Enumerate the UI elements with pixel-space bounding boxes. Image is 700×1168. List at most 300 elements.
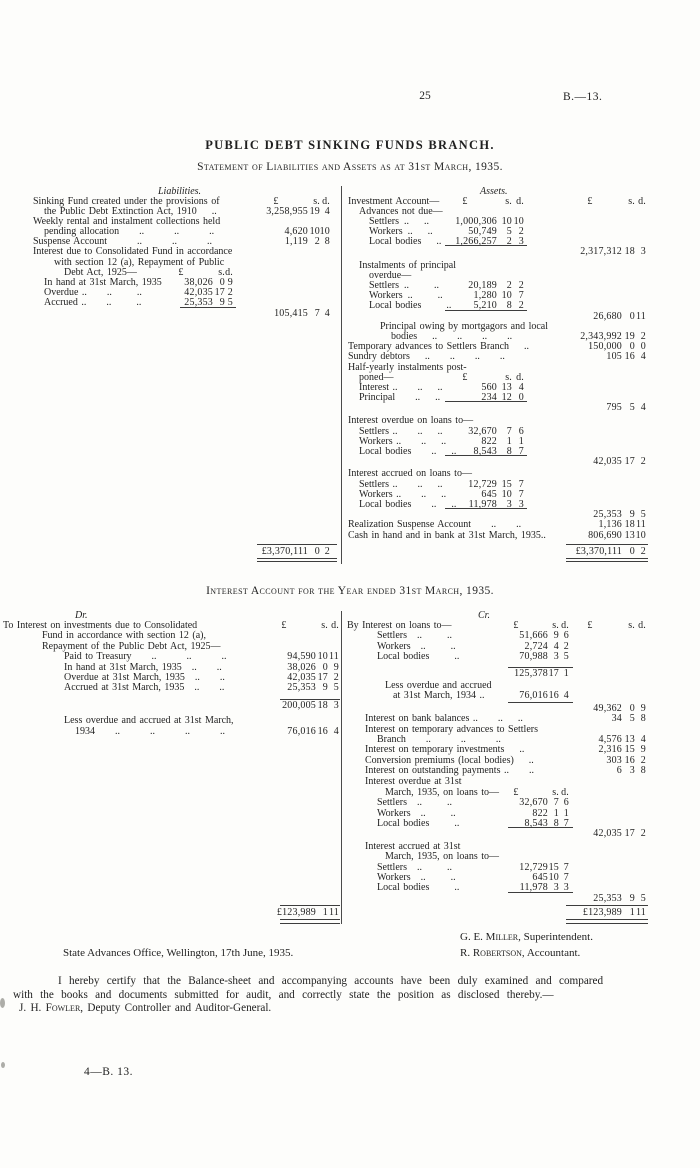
amount-shillings: 19 bbox=[624, 330, 635, 342]
subtotal-rule bbox=[508, 667, 573, 668]
amount-shillings: 16 bbox=[624, 351, 635, 363]
doc-reference: B.—13. bbox=[563, 91, 603, 103]
amount-pence: 7 bbox=[518, 290, 524, 302]
ledger-label: Fund in accordance with section 12 (a), bbox=[42, 630, 207, 642]
subtotal-rule bbox=[445, 508, 527, 509]
total-double-rule bbox=[566, 919, 648, 924]
ledger-label: Settlers .. .. bbox=[377, 861, 452, 873]
ledger-line bbox=[345, 652, 695, 662]
amount-pounds: 560 bbox=[481, 381, 497, 393]
amount-pence: 3 bbox=[333, 699, 339, 711]
amount-pence: 8 bbox=[640, 765, 646, 777]
amount-pounds: 303 bbox=[606, 754, 622, 766]
office-dateline: State Advances Office, Wellington, 17th June, 1935. bbox=[63, 947, 294, 959]
subtotal-rule bbox=[508, 827, 573, 828]
amount-pence: 8 bbox=[640, 713, 646, 725]
amount-pence: 2 bbox=[518, 280, 524, 291]
amount-pounds: 51,666 bbox=[519, 630, 548, 642]
ledger-label: Local bodies .. bbox=[377, 882, 460, 894]
subtotal-rule bbox=[445, 455, 527, 456]
ledger-lines bbox=[3, 620, 340, 918]
subtotal-rule bbox=[445, 245, 527, 246]
ledger-label: pending allocation .. .. .. bbox=[44, 226, 215, 238]
amount-pounds: 8,543 bbox=[524, 818, 548, 830]
section-heading: Liabilities. bbox=[158, 186, 202, 197]
ledger-line bbox=[3, 683, 340, 693]
currency-header: d. bbox=[331, 620, 339, 631]
amount-shillings: 15 bbox=[501, 478, 512, 490]
ledger-label: 1934 .. .. .. .. bbox=[75, 725, 225, 737]
section-heading: Cr. bbox=[478, 610, 490, 621]
amount-pounds: 34 bbox=[611, 713, 622, 725]
subtotal-rule bbox=[566, 544, 648, 545]
amount-pounds: 150,000 bbox=[588, 341, 622, 353]
amount-pence: 7 bbox=[518, 488, 524, 500]
amount-pounds: 2,724 bbox=[524, 640, 548, 652]
ledger-label: Interest accrued on loans to— bbox=[348, 468, 472, 480]
amount-pence: 3 bbox=[518, 236, 524, 248]
ledger-label: Less overdue and accrued bbox=[385, 679, 492, 691]
ledger-line bbox=[345, 247, 695, 257]
amount-pounds: 25,353 bbox=[287, 682, 316, 694]
amount-pence: 0 bbox=[518, 392, 524, 404]
page-title: PUBLIC DEBT SINKING FUNDS BRANCH. bbox=[205, 138, 495, 152]
ledger-label: Workers .. .. bbox=[377, 640, 456, 652]
amount-shillings: 1 bbox=[553, 807, 559, 819]
amount-pounds: 11,978 bbox=[519, 882, 548, 894]
amount-pence: 2 bbox=[563, 640, 569, 652]
ledger-label: at 31st March, 1934 .. bbox=[393, 690, 485, 702]
ledger-label: Local bodies .. .. bbox=[359, 498, 457, 510]
amount-pence: 5 bbox=[227, 297, 233, 309]
amount-pence: 9 bbox=[640, 744, 646, 756]
amount-pounds: 200,005 bbox=[282, 699, 316, 711]
amount-pence: 3 bbox=[518, 498, 524, 510]
section-heading: Dr. bbox=[75, 610, 88, 621]
total-row bbox=[345, 908, 695, 918]
subtotal-rule bbox=[180, 307, 236, 308]
ledger-label: Workers .. .. bbox=[369, 290, 443, 302]
ledger-label: Instalments of principal bbox=[359, 259, 456, 271]
ledger-label: Half-yearly instalments post- bbox=[348, 361, 467, 373]
total-double-rule bbox=[280, 919, 340, 924]
ledger-label: Settlers .. .. .. bbox=[359, 478, 443, 490]
amount-pence: 1 bbox=[563, 667, 569, 679]
ledger-label: Interest .. .. .. bbox=[359, 381, 443, 393]
currency-header: £ bbox=[281, 620, 287, 631]
amount-pence: 2 bbox=[518, 300, 524, 312]
amount-pounds: 38,026 bbox=[184, 277, 213, 288]
amount-pounds: 125,378 bbox=[514, 667, 548, 679]
ledger-line bbox=[345, 669, 695, 679]
total-double-rule bbox=[566, 558, 648, 563]
ledger-label: Settlers .. .. bbox=[377, 630, 452, 642]
amount-shillings: 10 bbox=[309, 226, 320, 238]
amount-shillings: 0 bbox=[629, 341, 635, 353]
ledger-label: Interest on temporary investments .. bbox=[365, 744, 525, 756]
amount-pence: 2 bbox=[640, 330, 646, 342]
amount-shillings: 2 bbox=[506, 280, 512, 291]
amount-pence: 2 bbox=[640, 545, 646, 557]
amount-pence: 2 bbox=[640, 456, 646, 468]
amount-pence: 0 bbox=[640, 341, 646, 353]
amount-pounds: 38,026 bbox=[287, 661, 316, 673]
amount-pounds: £3,370,111 bbox=[261, 545, 308, 557]
amount-pence: 4 bbox=[640, 351, 646, 363]
interest-account-divider bbox=[341, 611, 342, 924]
amount-shillings: 0 bbox=[322, 661, 328, 673]
ledger-label: Suspense Account .. .. .. bbox=[33, 236, 213, 248]
amount-shillings: 10 bbox=[317, 651, 328, 663]
amount-pounds: 1,136 bbox=[598, 519, 622, 531]
cr-column bbox=[345, 610, 695, 922]
ink-speck bbox=[0, 998, 5, 1008]
amount-shillings: 17 bbox=[317, 671, 328, 683]
ledger-line bbox=[345, 520, 695, 530]
currency-header: s. bbox=[313, 195, 320, 207]
ledger-line bbox=[345, 829, 695, 839]
amount-pence: 7 bbox=[518, 446, 524, 457]
amount-shillings: 0 bbox=[219, 277, 225, 288]
interest-account-title: Interest Account for the Year ended 31st March, 1935. bbox=[206, 585, 494, 597]
amount-shillings: 18 bbox=[624, 246, 635, 258]
amount-pounds: 234 bbox=[481, 392, 497, 404]
amount-pounds: £3,370,111 bbox=[575, 545, 622, 557]
ledger-label: Sinking Fund created under the provisions of bbox=[33, 195, 220, 207]
ledger-label: Interest on bank balances .. .. .. bbox=[365, 713, 523, 725]
ledger-label: Principal owing by mortgagors and local bbox=[380, 320, 549, 332]
ledger-label: Overdue .. .. .. bbox=[44, 287, 142, 299]
amount-pence: 1 bbox=[518, 435, 524, 447]
amount-pence: 6 bbox=[563, 797, 569, 809]
signature-superintendent bbox=[460, 931, 593, 943]
certification-line-3 bbox=[19, 1002, 271, 1014]
amount-pence: 10 bbox=[513, 215, 524, 227]
amount-pence: 4 bbox=[518, 381, 524, 393]
ledger-label: Settlers .. .. bbox=[369, 215, 429, 227]
currency-header: £ bbox=[513, 786, 519, 798]
amount-pence: 3 bbox=[563, 882, 569, 894]
amount-shillings: 1 bbox=[506, 435, 512, 447]
amount-shillings: 0 bbox=[629, 702, 635, 714]
amount-pounds: 806,690 bbox=[588, 529, 622, 541]
accountant-role: Accountant. bbox=[526, 947, 581, 959]
ledger-label: Workers .. .. bbox=[377, 871, 456, 883]
amount-pounds: 4,576 bbox=[598, 733, 622, 745]
subtotal-rule bbox=[566, 905, 648, 906]
amount-shillings: 7 bbox=[314, 307, 320, 319]
amount-pounds: 1,119 bbox=[284, 236, 308, 248]
ledger-label: Less overdue and accrued at 31st March, bbox=[64, 715, 234, 727]
amount-pounds: 822 bbox=[481, 435, 497, 447]
amount-pence: 2 bbox=[640, 828, 646, 840]
ledger-label: To Interest on investments due to Consolidated bbox=[3, 620, 198, 631]
amount-pence: 11 bbox=[328, 907, 339, 918]
ledger-label: Weekly rental and instalment collections held bbox=[33, 215, 221, 227]
amount-pence: 4 bbox=[324, 205, 330, 217]
ledger-label: Workers .. .. .. bbox=[359, 488, 447, 500]
ledger-lines bbox=[345, 620, 695, 918]
amount-pounds: 1,280 bbox=[473, 290, 497, 302]
certification-line-1: I hereby certify that the Balance-sheet and accompanying accounts have been duly examined and compared bbox=[58, 975, 604, 987]
ledger-lines bbox=[345, 195, 695, 557]
ledger-label: Workers .. .. bbox=[369, 226, 433, 238]
amount-shillings: 1 bbox=[322, 907, 328, 918]
amount-shillings: 16 bbox=[548, 690, 559, 702]
amount-pounds: £123,989 bbox=[276, 907, 316, 918]
ledger-label: Local bodies .. bbox=[369, 236, 442, 248]
amount-pence: 9 bbox=[640, 702, 646, 714]
amount-pounds: 4,620 bbox=[284, 226, 308, 238]
amount-shillings: 15 bbox=[548, 861, 559, 873]
ledger-label: with section 12 (a), Repayment of Public bbox=[54, 256, 225, 268]
amount-pence: 5 bbox=[333, 682, 339, 694]
ledger-line bbox=[345, 766, 695, 776]
ledger-label: Local bodies .. .. bbox=[359, 446, 457, 457]
ledger-label: Settlers .. .. bbox=[377, 797, 452, 809]
amount-shillings: 2 bbox=[314, 236, 320, 248]
ledger-line bbox=[3, 716, 340, 726]
amount-pounds: 20,189 bbox=[468, 280, 497, 291]
amount-pence: 7 bbox=[563, 871, 569, 883]
ledger-line bbox=[3, 727, 340, 737]
ledger-label: Workers .. .. .. bbox=[359, 435, 447, 447]
amount-shillings: 5 bbox=[629, 402, 635, 414]
amount-shillings: 18 bbox=[624, 519, 635, 531]
ledger-line bbox=[3, 701, 340, 711]
currency-header: d. bbox=[225, 266, 233, 278]
amount-pence: 4 bbox=[563, 690, 569, 702]
amount-shillings: 13 bbox=[624, 529, 635, 541]
ledger-line bbox=[345, 352, 695, 362]
ledger-line bbox=[345, 691, 695, 701]
ledger-line bbox=[345, 457, 695, 467]
amount-pounds: 822 bbox=[532, 807, 548, 819]
amount-shillings: 13 bbox=[624, 733, 635, 745]
subtotal-rule bbox=[257, 544, 337, 545]
amount-shillings: 10 bbox=[501, 290, 512, 302]
amount-pence: 5 bbox=[563, 651, 569, 663]
ledger-label: poned— bbox=[359, 371, 394, 383]
total-row bbox=[3, 908, 340, 918]
amount-pounds: 26,680 bbox=[593, 310, 622, 322]
amount-pence: 9 bbox=[333, 661, 339, 673]
amount-shillings: 12 bbox=[501, 392, 512, 404]
amount-pence: 2 bbox=[518, 226, 524, 238]
amount-shillings: 4 bbox=[553, 640, 559, 652]
amount-pounds: 49,362 bbox=[593, 702, 622, 714]
amount-pounds: £123,989 bbox=[582, 907, 622, 918]
ledger-line bbox=[345, 403, 695, 413]
amount-shillings: 5 bbox=[506, 226, 512, 238]
amount-pence: 11 bbox=[328, 651, 339, 663]
amount-shillings: 0 bbox=[629, 545, 635, 557]
ledger-label: bodies .. .. .. .. bbox=[391, 330, 513, 342]
amount-pence: 7 bbox=[563, 861, 569, 873]
amount-pounds: 3,258,955 bbox=[266, 205, 308, 217]
certification-line-2: with the books and documents submitted for audit, and correctly state the position as disclosed thereby.— bbox=[13, 989, 554, 1001]
amount-pounds: 645 bbox=[481, 488, 497, 500]
ledger-label: Interest overdue on loans to— bbox=[348, 415, 474, 427]
imprint: 4—B. 13. bbox=[84, 1066, 134, 1078]
currency-header: s. bbox=[321, 620, 328, 631]
amount-pence: 7 bbox=[563, 818, 569, 830]
amount-pounds: 2,343,992 bbox=[580, 330, 622, 342]
ledger-label: In hand at 31st March, 1935 .. .. bbox=[64, 661, 222, 673]
total-row bbox=[28, 547, 341, 557]
ledger-label: Investment Account— bbox=[348, 195, 440, 207]
amount-shillings: 18 bbox=[317, 699, 328, 711]
ledger-label: Temporary advances to Settlers Branch .. bbox=[348, 341, 530, 353]
amount-shillings: 7 bbox=[553, 797, 559, 809]
subtotal-rule bbox=[445, 310, 527, 311]
currency-header: d. bbox=[516, 195, 524, 207]
accountant-name: R. Robertson, bbox=[460, 947, 525, 959]
ledger-label: Interest due to Consolidated Fund in accordance bbox=[33, 246, 233, 258]
ledger-lines bbox=[28, 195, 341, 557]
amount-pounds: 50,749 bbox=[468, 226, 497, 238]
amount-shillings: 9 bbox=[322, 682, 328, 694]
amount-pence: 7 bbox=[518, 478, 524, 490]
subtotal-rule bbox=[280, 905, 340, 906]
currency-header: £ bbox=[587, 195, 593, 207]
amount-pounds: 25,353 bbox=[593, 509, 622, 521]
amount-shillings: 3 bbox=[553, 651, 559, 663]
ledger-label: March, 1935, on loans to— bbox=[385, 851, 499, 863]
ledger-label: overdue— bbox=[369, 269, 412, 281]
amount-pounds: 2,316 bbox=[598, 744, 622, 756]
amount-pence: 4 bbox=[640, 402, 646, 414]
amount-pence: 4 bbox=[324, 307, 330, 319]
ledger-label: Local bodies .. bbox=[377, 651, 460, 663]
amount-pence: 3 bbox=[640, 246, 646, 258]
amount-pounds: 645 bbox=[532, 871, 548, 883]
amount-pounds: 105 bbox=[606, 351, 622, 363]
amount-shillings: 1 bbox=[629, 907, 635, 918]
currency-header: d. bbox=[638, 620, 646, 631]
ledger-label: the Public Debt Extinction Act, 1910 .. bbox=[44, 205, 217, 217]
amount-pence: 2 bbox=[333, 671, 339, 683]
ledger-label: Realization Suspense Account .. .. bbox=[348, 519, 522, 531]
ledger-label: Local bodies .. bbox=[369, 300, 452, 312]
amount-pence: 10 bbox=[319, 226, 330, 238]
ledger-label: Advances not due— bbox=[359, 205, 443, 217]
amount-pence: 2 bbox=[324, 545, 330, 557]
amount-pounds: 6 bbox=[616, 765, 622, 777]
ledger-label: Interest accrued at 31st bbox=[365, 840, 461, 852]
amount-pounds: 70,988 bbox=[519, 651, 548, 663]
amount-pounds: 42,035 bbox=[287, 671, 316, 683]
amount-pounds: 32,670 bbox=[519, 797, 548, 809]
currency-header: s. bbox=[505, 195, 512, 207]
subtotal-rule bbox=[508, 892, 573, 893]
currency-header: d. bbox=[561, 786, 569, 798]
ledger-label: Debt Act, 1925— bbox=[64, 266, 137, 278]
amount-pence: 6 bbox=[563, 630, 569, 642]
amount-pounds: 1,000,306 bbox=[455, 215, 497, 227]
ledger-label: Repayment of the Public Debt Act, 1925— bbox=[42, 640, 221, 652]
superintendent-role: Superintendent. bbox=[523, 931, 593, 943]
amount-shillings: 3 bbox=[629, 765, 635, 777]
subtotal-rule bbox=[280, 699, 340, 700]
ledger-line bbox=[345, 894, 695, 904]
amount-pence: 2 bbox=[227, 287, 233, 299]
amount-shillings: 8 bbox=[506, 446, 512, 457]
amount-pounds: 11,978 bbox=[468, 498, 497, 510]
amount-pounds: 42,035 bbox=[184, 287, 213, 299]
ledger-label: March, 1935, on loans to— bbox=[385, 786, 499, 798]
amount-shillings: 19 bbox=[309, 205, 320, 217]
currency-header: s. bbox=[552, 786, 559, 798]
superintendent-name: G. E. Miller, bbox=[460, 931, 521, 943]
amount-pence: 4 bbox=[640, 733, 646, 745]
auditor-title: Deputy Controller and Auditor-General. bbox=[87, 1002, 272, 1014]
amount-pounds: 76,016 bbox=[287, 725, 316, 737]
ledger-label: Accrued at 31st March, 1935 .. .. bbox=[64, 682, 225, 694]
amount-shillings: 15 bbox=[624, 744, 635, 756]
amount-pounds: 795 bbox=[606, 402, 622, 414]
amount-shillings: 9 bbox=[629, 509, 635, 521]
amount-pounds: 25,353 bbox=[593, 892, 622, 904]
section-heading: Assets. bbox=[480, 186, 508, 197]
currency-header: d. bbox=[516, 371, 524, 383]
amount-pence: 11 bbox=[635, 310, 646, 322]
amount-pounds: 8,543 bbox=[473, 446, 497, 457]
amount-shillings: 16 bbox=[317, 725, 328, 737]
ledger-label: Conversion premiums (local bodies) .. bbox=[365, 754, 534, 766]
ledger-label: Paid to Treasury .. .. .. bbox=[64, 651, 227, 663]
amount-pence: 1 bbox=[563, 807, 569, 819]
balance-sheet-divider bbox=[341, 186, 342, 564]
statement-subtitle: Statement of Liabilities and Assets as at 31st March, 1935. bbox=[197, 161, 503, 173]
auditor-name: J. H. Fowler, bbox=[19, 1002, 84, 1014]
ledger-line bbox=[345, 531, 695, 541]
amount-shillings: 5 bbox=[629, 713, 635, 725]
currency-header: s. bbox=[552, 620, 559, 631]
ledger-label: Sundry debtors .. .. .. .. bbox=[348, 351, 505, 363]
amount-shillings: 17 bbox=[624, 456, 635, 468]
amount-shillings: 17 bbox=[214, 287, 225, 299]
ledger-label: In hand at 31st March, 1935 bbox=[44, 277, 162, 288]
amount-shillings: 9 bbox=[553, 630, 559, 642]
amount-pence: 5 bbox=[640, 892, 646, 904]
signature-accountant bbox=[460, 947, 580, 959]
assets-column bbox=[345, 186, 695, 568]
amount-pounds: 105,415 bbox=[274, 307, 308, 319]
ink-speck bbox=[1, 1062, 5, 1068]
total-row bbox=[345, 547, 695, 557]
currency-header: d. bbox=[322, 195, 330, 207]
currency-header: £ bbox=[273, 195, 279, 207]
total-double-rule bbox=[257, 558, 337, 563]
ledger-label: Cash in hand and in bank at 31st March, 1935.. bbox=[348, 529, 546, 541]
amount-pence: 6 bbox=[518, 425, 524, 437]
currency-header: £ bbox=[587, 620, 593, 631]
amount-shillings: 9 bbox=[629, 892, 635, 904]
liabilities-column bbox=[28, 186, 341, 568]
amount-pence: 4 bbox=[333, 725, 339, 737]
currency-header: £ bbox=[462, 371, 468, 383]
subtotal-rule bbox=[445, 401, 527, 402]
currency-header: £ bbox=[462, 195, 468, 207]
amount-pence: 8 bbox=[324, 236, 330, 248]
currency-header: s. bbox=[628, 620, 635, 631]
amount-pounds: 42,035 bbox=[593, 456, 622, 468]
amount-pounds: 42,035 bbox=[593, 828, 622, 840]
amount-shillings: 0 bbox=[629, 310, 635, 322]
ledger-label: Workers .. .. bbox=[377, 807, 456, 819]
amount-shillings: 16 bbox=[624, 754, 635, 766]
